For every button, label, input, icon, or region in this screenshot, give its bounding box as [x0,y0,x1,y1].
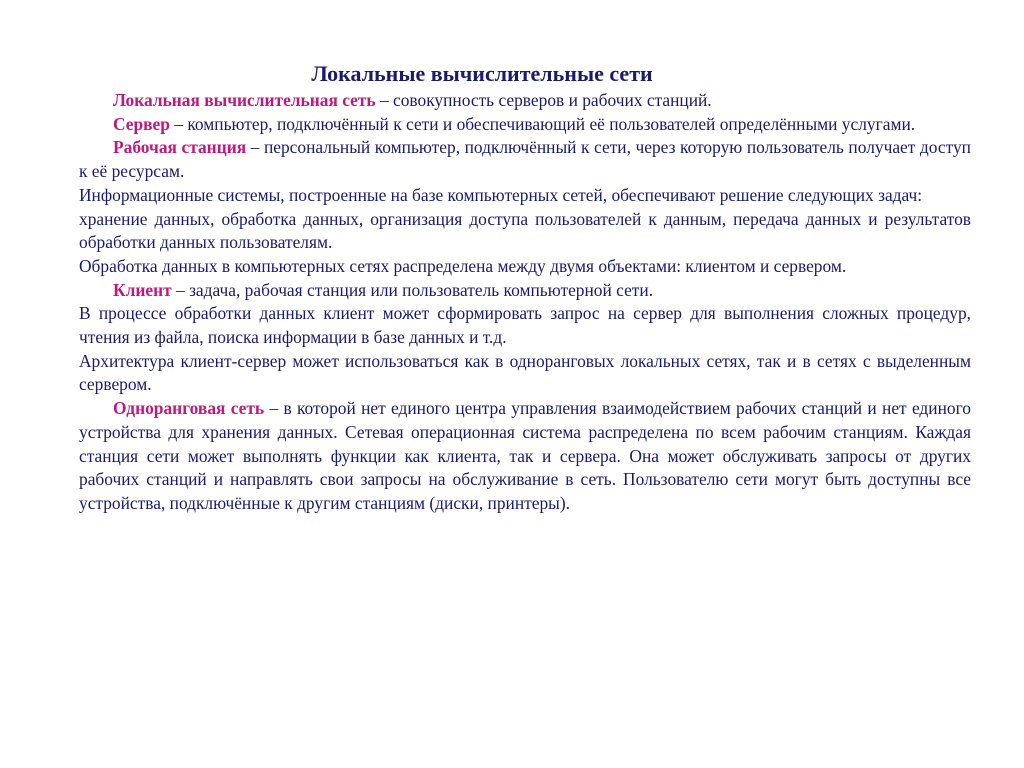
definition-workstation: – персональный компьютер, подключённый к сети, через которую пользователь получает доступ к её ресурсам. [79,137,971,182]
paragraph-architecture: Архитектура клиент-сервер может использоваться как в одноранговых локальных сетях, так и в сетях с выделенным сервером. [79,350,971,395]
definition-server: – компьютер, подключённый к сети и обеспечивающий её пользователей определёнными услугами. [169,113,916,134]
term-lan: Локальная вычислительная сеть [113,90,376,110]
term-client: Клиент [113,279,172,300]
paragraph-peer-network-definition [79,397,971,516]
paragraph-client-server-processing: Обработка данных в компьютерных сетях распределена между двумя объектами: клиентом и сервером. [79,255,847,276]
term-peer-network: Одноранговая сеть [113,398,265,419]
definition-client: – задача, рабочая станция или пользователь компьютерной сети. [171,279,654,300]
paragraph-workstation-definition [79,136,971,183]
paragraph-client-requests: В процессе обработки данных клиент может сформировать запрос на сервер для выполнения сложных процедур, чтения из файла, поиска информации в базе данных и т.д. [79,303,971,348]
slide-body [79,89,971,516]
definition-lan: – совокупность серверов и рабочих станций. [375,90,712,110]
paragraph-client-definition [79,279,971,303]
paragraph-lan-definition [79,89,971,113]
term-server: Сервер [113,113,170,134]
paragraph-tasks-list: хранение данных, обработка данных, организация доступа пользователей к данным, передача данных и результатов обработки данных пользователям. [79,208,971,253]
term-workstation: Рабочая станция [113,137,247,158]
page-title: Локальные вычислительные сети [311,61,653,86]
paragraph-info-systems: Информационные системы, построенные на базе компьютерных сетей, обеспечивают решение следующих задач: [79,184,923,205]
definition-peer-network: – в которой нет единого центра управления взаимодействием рабочих станций и нет единого устройства для хранения данных. Сетевая операционная система распределена по всем рабочим станциям. Каждая станция сети может выполнять функции как клиента, так и сервера. Она может обслуживать запросы от других рабочих станций и направлять свои запросы на обслуживание в сеть. Пользователю сети могут быть доступны все устройства, подключённые к другим станциям (диски, принтеры). [79,398,971,513]
paragraph-server-definition [79,113,971,137]
